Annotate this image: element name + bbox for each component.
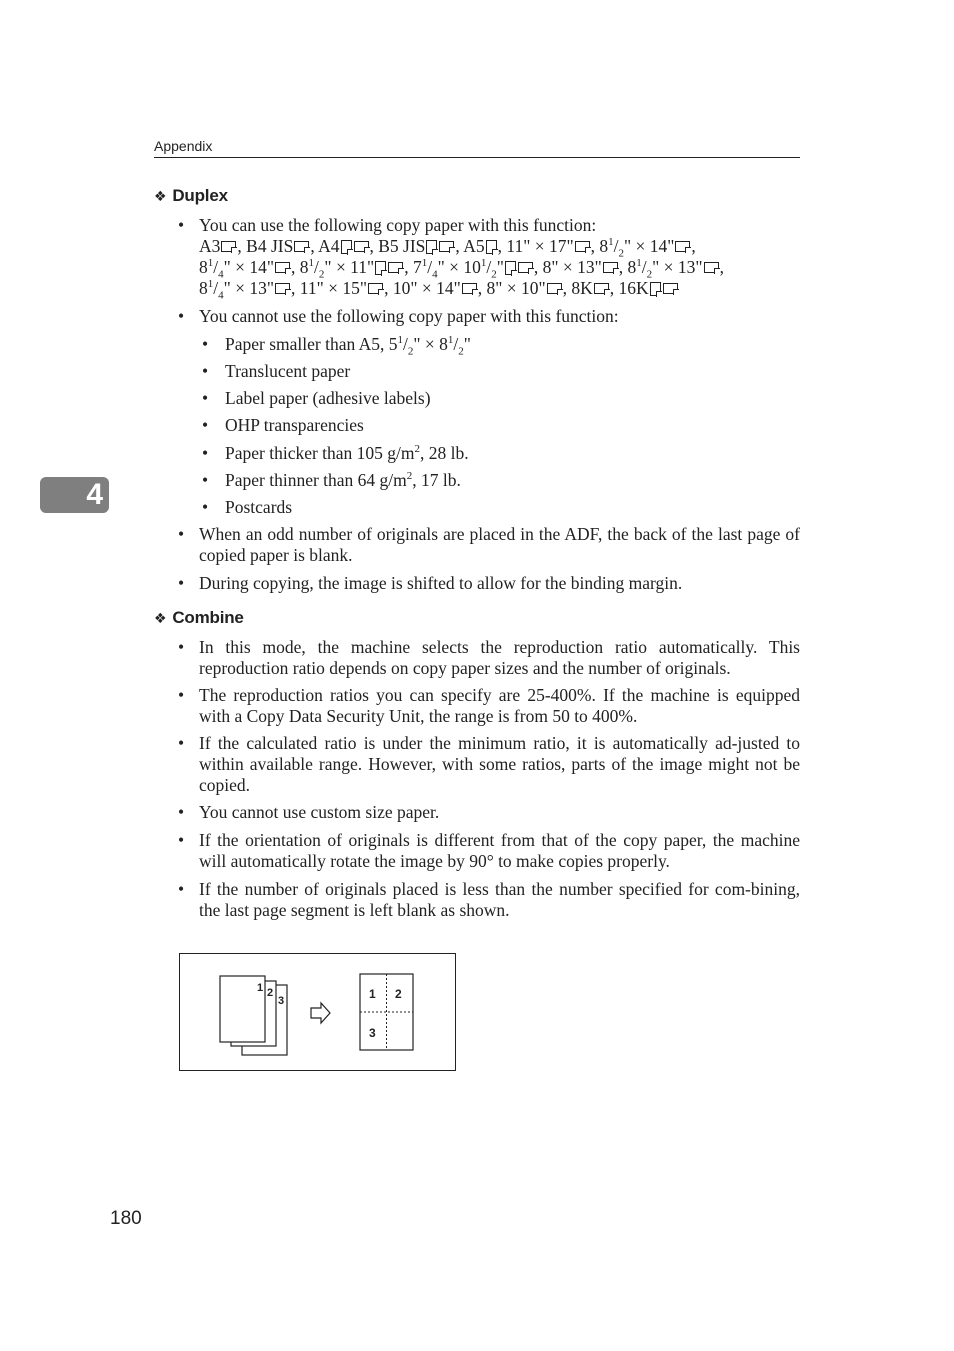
sub-item-text-suffix: , 28 lb. bbox=[420, 443, 469, 463]
duplex-bullet4-text: During copying, the image is shifted to allow for the binding margin. bbox=[199, 573, 683, 593]
chapter-tab: 4 bbox=[40, 477, 109, 513]
result-label-1: 1 bbox=[369, 987, 376, 1001]
landscape-paper-icon bbox=[275, 262, 290, 273]
landscape-paper-icon bbox=[663, 283, 678, 294]
result-label-3: 3 bbox=[369, 1026, 376, 1040]
arrow-right-icon bbox=[311, 1003, 330, 1023]
sub-item-text: Postcards bbox=[225, 497, 293, 517]
landscape-paper-icon bbox=[294, 241, 309, 252]
duplex-bullet2-text: You cannot use the following copy paper with this function: bbox=[199, 306, 619, 326]
landscape-paper-icon bbox=[704, 262, 719, 273]
landscape-paper-icon bbox=[594, 283, 609, 294]
combine-bullet6-text: If the number of originals placed is less than the number specified for com-bining, the last page segment is left blank as shown. bbox=[199, 879, 800, 920]
sub-item-label-paper bbox=[202, 388, 800, 409]
portrait-paper-icon bbox=[650, 282, 661, 296]
duplex-bullet1-intro: You can use the following copy paper with this function: bbox=[199, 215, 597, 235]
duplex-bullet-paper-sizes bbox=[178, 215, 800, 302]
portrait-paper-icon bbox=[486, 240, 497, 254]
original-label-1: 1 bbox=[257, 982, 264, 994]
combine-bullet4-text: You cannot use custom size paper. bbox=[199, 802, 440, 822]
sub-item-thicker: • Paper thicker than 105 $g/m^2$, 28 lb. bbox=[202, 443, 800, 464]
portrait-paper-icon bbox=[426, 240, 437, 254]
combine-illustration bbox=[180, 954, 455, 1070]
sub-item-text: Label paper (adhesive labels) bbox=[225, 388, 431, 408]
diamond-bullet-icon: ❖ bbox=[154, 188, 167, 204]
combine-bullet5-text: If the orientation of originals is different from that of the copy paper, the machine will automatically rotate the image by 90° to make copies properly. bbox=[199, 830, 800, 871]
combine-bullet3-text: If the calculated ratio is under the minimum ratio, it is automatically ad-justed to within available range. However, with some ratios, parts of the image might not be copied. bbox=[199, 733, 800, 795]
paper-size-list: A3 , B4 JIS , A4 , B5 JIS , A5 , 11" × 17" , $8^1/_2$" × 14" , $8^1/_4$" × 14" , $8^1/_2$" × 11" , $7^1/_4$" × $10^1/_2$" , 8" × 13" , $8^1/_2$" × 13" , $8^1/_4$" × 13" , 11" × 15" , 10" × 14" , 8" × 10" , 8K , 16K bbox=[199, 236, 724, 302]
page-number: 180 bbox=[110, 1208, 142, 1229]
combine-bullet2-text: The reproduction ratios you can specify are 25-400%. If the machine is equipped with a Copy Data Security Unit, the range is from 50 to 400%. bbox=[199, 685, 800, 726]
combine-bullet-blank-segment bbox=[178, 879, 800, 921]
landscape-paper-icon bbox=[354, 241, 369, 252]
header-section-label: Appendix bbox=[154, 138, 213, 154]
portrait-paper-icon bbox=[341, 240, 352, 254]
sub-item-thinner: • Paper thinner than 64 $g/m^2$, 17 lb. bbox=[202, 470, 800, 491]
duplex-bullets bbox=[178, 215, 800, 594]
sub-item-text: Translucent paper bbox=[225, 361, 351, 381]
combine-heading bbox=[154, 608, 244, 628]
sub-item-smaller-than-a5: • Paper smaller than A5, $5^1/_2$" × $8^1/_2$" bbox=[202, 334, 800, 355]
duplex-heading bbox=[154, 186, 228, 206]
landscape-paper-icon bbox=[439, 241, 454, 252]
combine-title: Combine bbox=[172, 608, 244, 627]
landscape-paper-icon bbox=[275, 283, 290, 294]
landscape-paper-icon bbox=[388, 262, 403, 273]
combine-bullet-ratio-range bbox=[178, 685, 800, 727]
sub-item-text: Paper thinner than 64 g/m bbox=[225, 470, 407, 490]
portrait-paper-icon bbox=[375, 261, 386, 275]
combine-bullet-custom-size bbox=[178, 802, 800, 823]
sub-item-text: Paper smaller than A5, bbox=[225, 334, 385, 354]
diamond-bullet-icon: ❖ bbox=[154, 610, 167, 626]
duplex-title: Duplex bbox=[172, 186, 228, 205]
portrait-paper-icon bbox=[505, 261, 516, 275]
result-label-2: 2 bbox=[395, 987, 402, 1001]
landscape-paper-icon bbox=[518, 262, 533, 273]
duplex-bullet-binding-margin bbox=[178, 573, 800, 594]
landscape-paper-icon bbox=[575, 241, 590, 252]
sub-item-postcards bbox=[202, 497, 800, 518]
sub-item-text: OHP transparencies bbox=[225, 415, 364, 435]
duplex-bullet3-text: When an odd number of originals are placed in the ADF, the back of the last page of copied paper is blank. bbox=[199, 524, 800, 565]
sub-item-text: Paper thicker than 105 g/m bbox=[225, 443, 415, 463]
landscape-paper-icon bbox=[603, 262, 618, 273]
landscape-paper-icon bbox=[547, 283, 562, 294]
sub-item-text-suffix: , 17 lb. bbox=[412, 470, 461, 490]
original-label-3: 3 bbox=[278, 995, 285, 1007]
landscape-paper-icon bbox=[462, 283, 477, 294]
combine-bullet-orientation bbox=[178, 830, 800, 872]
combine-bullet1-text: In this mode, the machine selects the reproduction ratio automatically. This reproduction ratio depends on copy paper sizes and the number of originals. bbox=[199, 637, 800, 678]
duplex-bullet-odd-originals bbox=[178, 524, 800, 566]
original-label-2: 2 bbox=[267, 987, 274, 999]
combine-bullet-minimum-ratio bbox=[178, 733, 800, 796]
landscape-paper-icon bbox=[221, 241, 236, 252]
combine-bullet-auto-ratio bbox=[178, 637, 800, 679]
sub-item-ohp bbox=[202, 415, 800, 436]
landscape-paper-icon bbox=[368, 283, 383, 294]
sub-item-translucent bbox=[202, 361, 800, 382]
combine-diagram bbox=[179, 953, 456, 1071]
combine-bullets bbox=[178, 637, 800, 921]
duplex-bullet-cannot-use bbox=[178, 306, 800, 327]
running-header bbox=[154, 138, 800, 158]
landscape-paper-icon bbox=[675, 241, 690, 252]
